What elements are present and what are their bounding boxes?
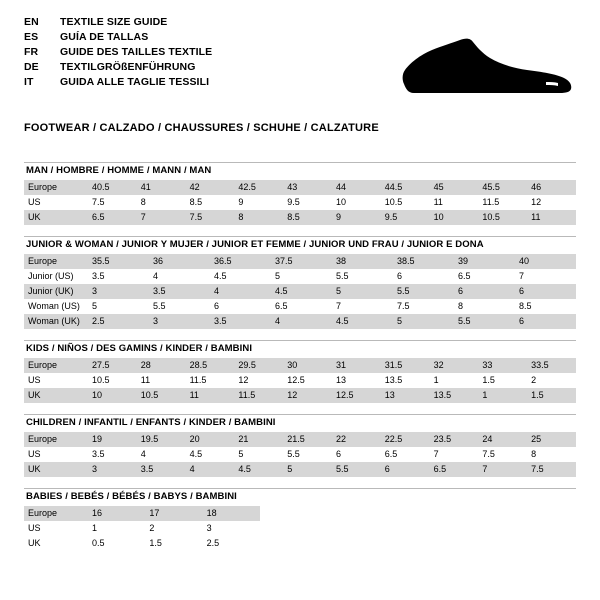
cell: 42 <box>186 180 235 195</box>
language-row <box>24 76 212 91</box>
language-code: DE <box>24 60 39 73</box>
cell: 8.5 <box>515 299 576 314</box>
cell: 1.5 <box>478 373 527 388</box>
cell: 7 <box>478 462 527 477</box>
size-table-body <box>24 180 576 225</box>
language-row <box>24 16 212 31</box>
cell: 42.5 <box>234 180 283 195</box>
table-row <box>24 195 576 210</box>
cell: 7 <box>515 269 576 284</box>
table-row <box>24 314 576 329</box>
cell: 4.5 <box>186 447 235 462</box>
row-label: US <box>24 373 88 388</box>
size-table-body <box>24 254 576 329</box>
cell: 11.5 <box>234 388 283 403</box>
cell: 43 <box>283 180 332 195</box>
cell: 19 <box>88 432 137 447</box>
cell: 3.5 <box>137 462 186 477</box>
table-row <box>24 210 576 225</box>
cell: 16 <box>88 506 145 521</box>
cell: 3.5 <box>88 269 149 284</box>
cell: 44.5 <box>381 180 430 195</box>
cell: 9 <box>234 195 283 210</box>
row-label: UK <box>24 536 88 551</box>
row-label: Europe <box>24 506 88 521</box>
size-table-babies <box>24 506 260 551</box>
cell: 7.5 <box>393 299 454 314</box>
language-code: FR <box>24 45 39 58</box>
cell: 10 <box>88 388 137 403</box>
cell: 7 <box>332 299 393 314</box>
table-row <box>24 388 576 403</box>
cell: 8 <box>527 447 576 462</box>
cell: 5.5 <box>454 314 515 329</box>
cell: 1 <box>430 373 479 388</box>
row-label: Europe <box>24 180 88 195</box>
cell: 35.5 <box>88 254 149 269</box>
cell: 12 <box>527 195 576 210</box>
cell: 1.5 <box>527 388 576 403</box>
cell: 21 <box>234 432 283 447</box>
row-label: Junior (US) <box>24 269 88 284</box>
row-label: Europe <box>24 254 88 269</box>
language-title: TEXTILGRÖßENFÜHRUNG <box>60 60 196 73</box>
table-row <box>24 373 576 388</box>
cell: 29.5 <box>234 358 283 373</box>
cell: 4 <box>149 269 210 284</box>
section-title: JUNIOR & WOMAN / JUNIOR Y MUJER / JUNIOR ET FEMME / JUNIOR UND FRAU / JUNIOR E DONA <box>26 239 484 250</box>
cell: 6 <box>454 284 515 299</box>
language-title-list-body <box>24 16 212 90</box>
cell: 28 <box>137 358 186 373</box>
document-header <box>0 0 600 112</box>
cell: 5.5 <box>332 269 393 284</box>
cell: 7.5 <box>478 447 527 462</box>
cell: 10 <box>430 210 479 225</box>
cell: 11 <box>527 210 576 225</box>
row-label: US <box>24 195 88 210</box>
section-junior-woman <box>24 236 576 329</box>
table-row <box>24 462 576 477</box>
cell: 1.5 <box>145 536 202 551</box>
cell: 30 <box>283 358 332 373</box>
cell: 3 <box>149 314 210 329</box>
cell: 9.5 <box>283 195 332 210</box>
table-row <box>24 254 576 269</box>
cell: 1 <box>88 521 145 536</box>
cell: 8 <box>454 299 515 314</box>
cell: 21.5 <box>283 432 332 447</box>
cell: 4.5 <box>332 314 393 329</box>
table-row <box>24 432 576 447</box>
cell: 5.5 <box>393 284 454 299</box>
cell: 9.5 <box>381 210 430 225</box>
cell: 41 <box>137 180 186 195</box>
language-row <box>24 46 212 61</box>
cell: 10.5 <box>381 195 430 210</box>
size-table-junior-woman <box>24 254 576 329</box>
size-table-children <box>24 432 576 477</box>
cell: 11 <box>137 373 186 388</box>
cell: 22.5 <box>381 432 430 447</box>
cell: 40 <box>515 254 576 269</box>
cell: 10.5 <box>137 388 186 403</box>
cell: 27.5 <box>88 358 137 373</box>
page-title: FOOTWEAR / CALZADO / CHAUSSURES / SCHUHE / CALZATURE <box>24 122 379 134</box>
cell: 6 <box>515 284 576 299</box>
table-row <box>24 521 260 536</box>
cell: 12 <box>283 388 332 403</box>
language-title: TEXTILE SIZE GUIDE <box>60 16 168 28</box>
cell: 5.5 <box>149 299 210 314</box>
cell: 3.5 <box>149 284 210 299</box>
section-title: MAN / HOMBRE / HOMME / MANN / MAN <box>26 165 212 176</box>
cell: 4.5 <box>271 284 332 299</box>
cell: 10 <box>332 195 381 210</box>
cell: 3.5 <box>210 314 271 329</box>
cell: 10.5 <box>88 373 137 388</box>
section-children <box>24 414 576 477</box>
size-table-body <box>24 506 260 551</box>
cell: 3 <box>203 521 260 536</box>
cell: 17 <box>145 506 202 521</box>
cell: 8 <box>234 210 283 225</box>
cell: 8.5 <box>283 210 332 225</box>
cell: 6.5 <box>271 299 332 314</box>
table-row <box>24 284 576 299</box>
cell: 24 <box>478 432 527 447</box>
cell: 38.5 <box>393 254 454 269</box>
row-label: Europe <box>24 358 88 373</box>
cell: 5 <box>271 269 332 284</box>
cell: 5 <box>332 284 393 299</box>
row-label: Woman (UK) <box>24 314 88 329</box>
cell: 5.5 <box>332 462 381 477</box>
row-label: UK <box>24 388 88 403</box>
language-row <box>24 31 212 46</box>
language-title: GUIDA ALLE TAGLIE TESSILI <box>60 75 210 88</box>
cell: 13 <box>381 388 430 403</box>
row-label: Junior (UK) <box>24 284 88 299</box>
table-row <box>24 269 576 284</box>
cell: 6.5 <box>454 269 515 284</box>
cell: 11 <box>186 388 235 403</box>
cell: 5 <box>283 462 332 477</box>
cell: 40.5 <box>88 180 137 195</box>
cell: 8.5 <box>186 195 235 210</box>
cell: 7.5 <box>527 462 576 477</box>
cell: 33.5 <box>527 358 576 373</box>
cell: 38 <box>332 254 393 269</box>
cell: 11.5 <box>186 373 235 388</box>
cell: 4 <box>210 284 271 299</box>
cell: 7 <box>430 447 479 462</box>
table-row <box>24 299 576 314</box>
cell: 6 <box>393 269 454 284</box>
cell: 13.5 <box>430 388 479 403</box>
cell: 11.5 <box>478 195 527 210</box>
section-kids <box>24 340 576 403</box>
size-sections <box>0 134 600 551</box>
section-title: BABIES / BEBÉS / BÉBÉS / BABYS / BAMBINI <box>26 491 237 502</box>
cell: 6.5 <box>88 210 137 225</box>
cell: 31 <box>332 358 381 373</box>
language-title-list <box>24 16 212 90</box>
language-code: ES <box>24 30 39 43</box>
cell: 45 <box>430 180 479 195</box>
table-row <box>24 447 576 462</box>
cell: 6.5 <box>381 447 430 462</box>
cell: 12.5 <box>283 373 332 388</box>
cell: 2 <box>527 373 576 388</box>
cell: 4 <box>137 447 186 462</box>
table-row <box>24 358 576 373</box>
cell: 13.5 <box>381 373 430 388</box>
cell: 4 <box>186 462 235 477</box>
cell: 44 <box>332 180 381 195</box>
cell: 6 <box>515 314 576 329</box>
row-label: Europe <box>24 432 88 447</box>
cell: 9 <box>332 210 381 225</box>
cell: 46 <box>527 180 576 195</box>
cell: 23.5 <box>430 432 479 447</box>
cell: 45.5 <box>478 180 527 195</box>
cell: 11 <box>430 195 479 210</box>
cell: 6 <box>210 299 271 314</box>
section-title: KIDS / NIÑOS / DES GAMINS / KINDER / BAMBINI <box>26 343 253 354</box>
cell: 1 <box>478 388 527 403</box>
table-row <box>24 506 260 521</box>
language-code: IT <box>24 75 34 88</box>
cell: 10.5 <box>478 210 527 225</box>
cell: 12 <box>234 373 283 388</box>
cell: 13 <box>332 373 381 388</box>
cell: 32 <box>430 358 479 373</box>
cell: 3 <box>88 284 149 299</box>
cell: 7.5 <box>88 195 137 210</box>
cell: 36 <box>149 254 210 269</box>
cell: 19.5 <box>137 432 186 447</box>
cell: 22 <box>332 432 381 447</box>
cell: 2 <box>145 521 202 536</box>
cell: 4 <box>271 314 332 329</box>
cell: 33 <box>478 358 527 373</box>
table-row <box>24 536 260 551</box>
language-title: GUÍA DE TALLAS <box>60 30 149 43</box>
cell: 5 <box>88 299 149 314</box>
cell: 6 <box>332 447 381 462</box>
row-label: US <box>24 521 88 536</box>
cell: 2.5 <box>203 536 260 551</box>
cell: 2.5 <box>88 314 149 329</box>
cell: 7 <box>137 210 186 225</box>
cell: 36.5 <box>210 254 271 269</box>
size-table-body <box>24 432 576 477</box>
language-title: GUIDE DES TAILLES TEXTILE <box>60 45 213 58</box>
size-table-man <box>24 180 576 225</box>
row-label: UK <box>24 210 88 225</box>
cell: 28.5 <box>186 358 235 373</box>
size-table-body <box>24 358 576 403</box>
row-label: US <box>24 447 88 462</box>
cell: 31.5 <box>381 358 430 373</box>
cell: 0.5 <box>88 536 145 551</box>
cell: 8 <box>137 195 186 210</box>
row-label: UK <box>24 462 88 477</box>
cell: 5 <box>234 447 283 462</box>
dress-shoe-icon <box>396 22 576 102</box>
table-row <box>24 180 576 195</box>
section-babies <box>24 488 576 551</box>
cell: 6.5 <box>430 462 479 477</box>
cell: 7.5 <box>186 210 235 225</box>
cell: 3 <box>88 462 137 477</box>
cell: 18 <box>203 506 260 521</box>
cell: 25 <box>527 432 576 447</box>
cell: 37.5 <box>271 254 332 269</box>
cell: 6 <box>381 462 430 477</box>
cell: 4.5 <box>234 462 283 477</box>
cell: 39 <box>454 254 515 269</box>
cell: 5 <box>393 314 454 329</box>
cell: 12.5 <box>332 388 381 403</box>
section-man <box>24 162 576 225</box>
cell: 20 <box>186 432 235 447</box>
language-code: EN <box>24 16 39 28</box>
row-label: Woman (US) <box>24 299 88 314</box>
size-table-kids <box>24 358 576 403</box>
section-title: CHILDREN / INFANTIL / ENFANTS / KINDER / BAMBINI <box>26 417 276 428</box>
cell: 5.5 <box>283 447 332 462</box>
cell: 4.5 <box>210 269 271 284</box>
language-row <box>24 61 212 76</box>
cell: 3.5 <box>88 447 137 462</box>
